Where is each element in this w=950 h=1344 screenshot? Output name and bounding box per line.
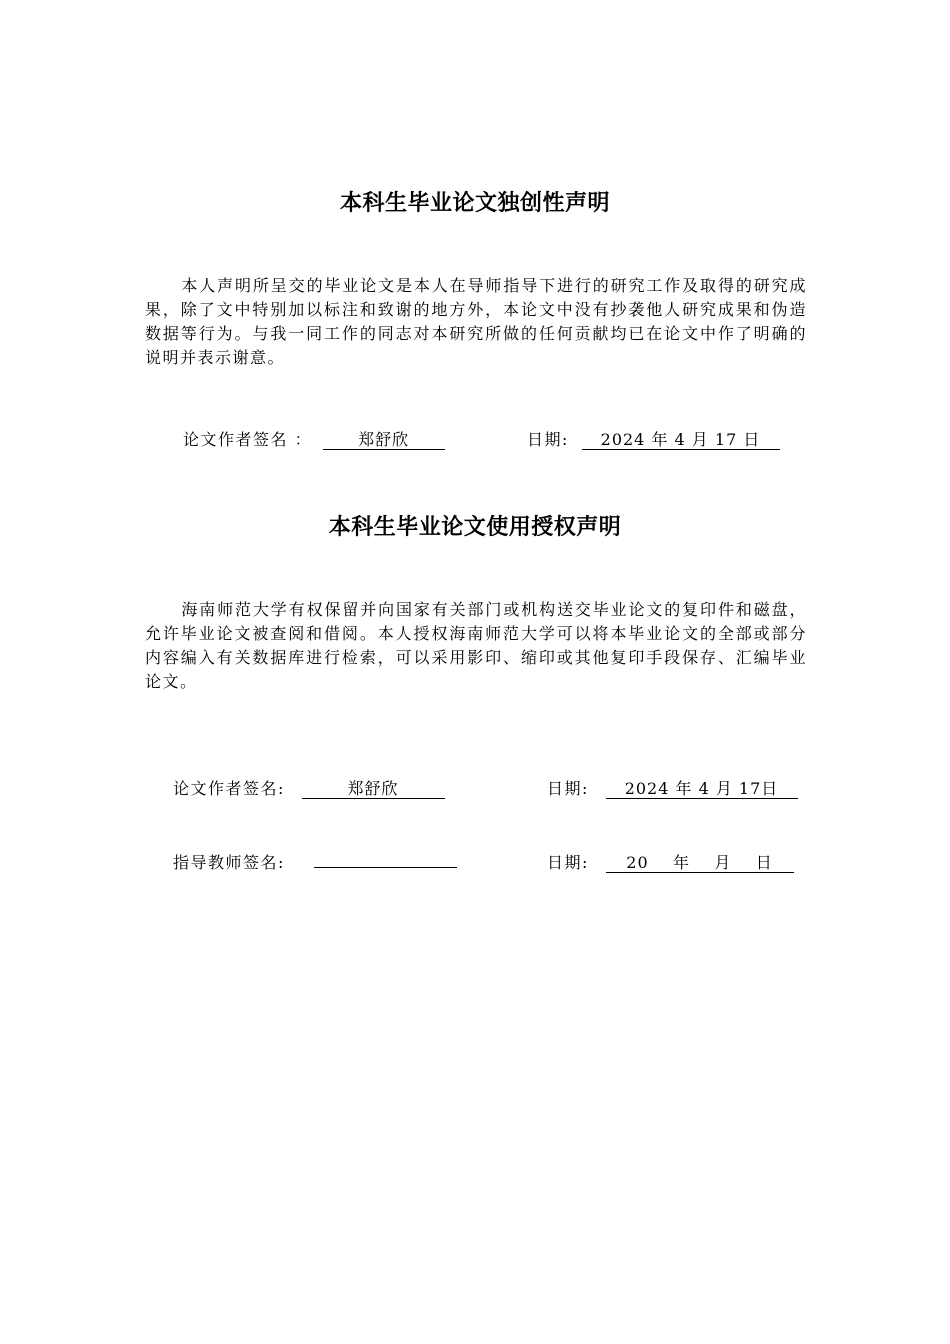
date-value: 2024 年 4 月 17日 bbox=[606, 779, 798, 799]
advisor-signature-label: 指导教师签名: bbox=[173, 853, 285, 872]
authorization-title: 本科生毕业论文使用授权声明 bbox=[328, 515, 622, 540]
date-value: 20 年 月 日 bbox=[606, 853, 794, 873]
authorization-date bbox=[547, 776, 798, 799]
date-label: 日期: bbox=[547, 853, 589, 872]
author-signature-label: 论文作者签名 ： bbox=[183, 430, 313, 449]
authorization-author-signature bbox=[173, 776, 445, 799]
originality-date bbox=[527, 427, 780, 450]
authorization-body bbox=[145, 598, 807, 694]
advisor-date bbox=[547, 850, 794, 873]
author-signature-name: 郑舒欣 bbox=[302, 779, 445, 799]
author-signature-name: 郑舒欣 bbox=[323, 430, 445, 450]
author-signature-label: 论文作者签名: bbox=[173, 779, 285, 798]
advisor-signature bbox=[173, 850, 457, 873]
originality-author-signature bbox=[183, 427, 445, 450]
date-label: 日期: bbox=[547, 779, 589, 798]
date-value: 2024 年 4 月 17 日 bbox=[582, 430, 780, 450]
originality-body-text: 本人声明所呈交的毕业论文是本人在导师指导下进行的研究工作及取得的研究成果，除了文中特别加以标注和致谢的地方外，本论文中没有抄袭他人研究成果和伪造数据等行为。与我一同工作的同志对本研究所做的任何贡献均已在论文中作了明确的说明并表示谢意。 bbox=[145, 276, 807, 367]
authorization-body-text: 海南师范大学有权保留并向国家有关部门或机构送交毕业论文的复印件和磁盘，允许毕业论文被查阅和借阅。本人授权海南师范大学可以将本毕业论文的全部或部分内容编入有关数据库进行检索，可以采用影印、缩印或其他复印手段保存、汇编毕业论文。 bbox=[145, 600, 807, 691]
date-label: 日期: bbox=[527, 430, 569, 449]
originality-title: 本科生毕业论文独创性声明 bbox=[339, 191, 610, 216]
advisor-signature-name bbox=[314, 867, 457, 868]
originality-body bbox=[145, 274, 807, 370]
